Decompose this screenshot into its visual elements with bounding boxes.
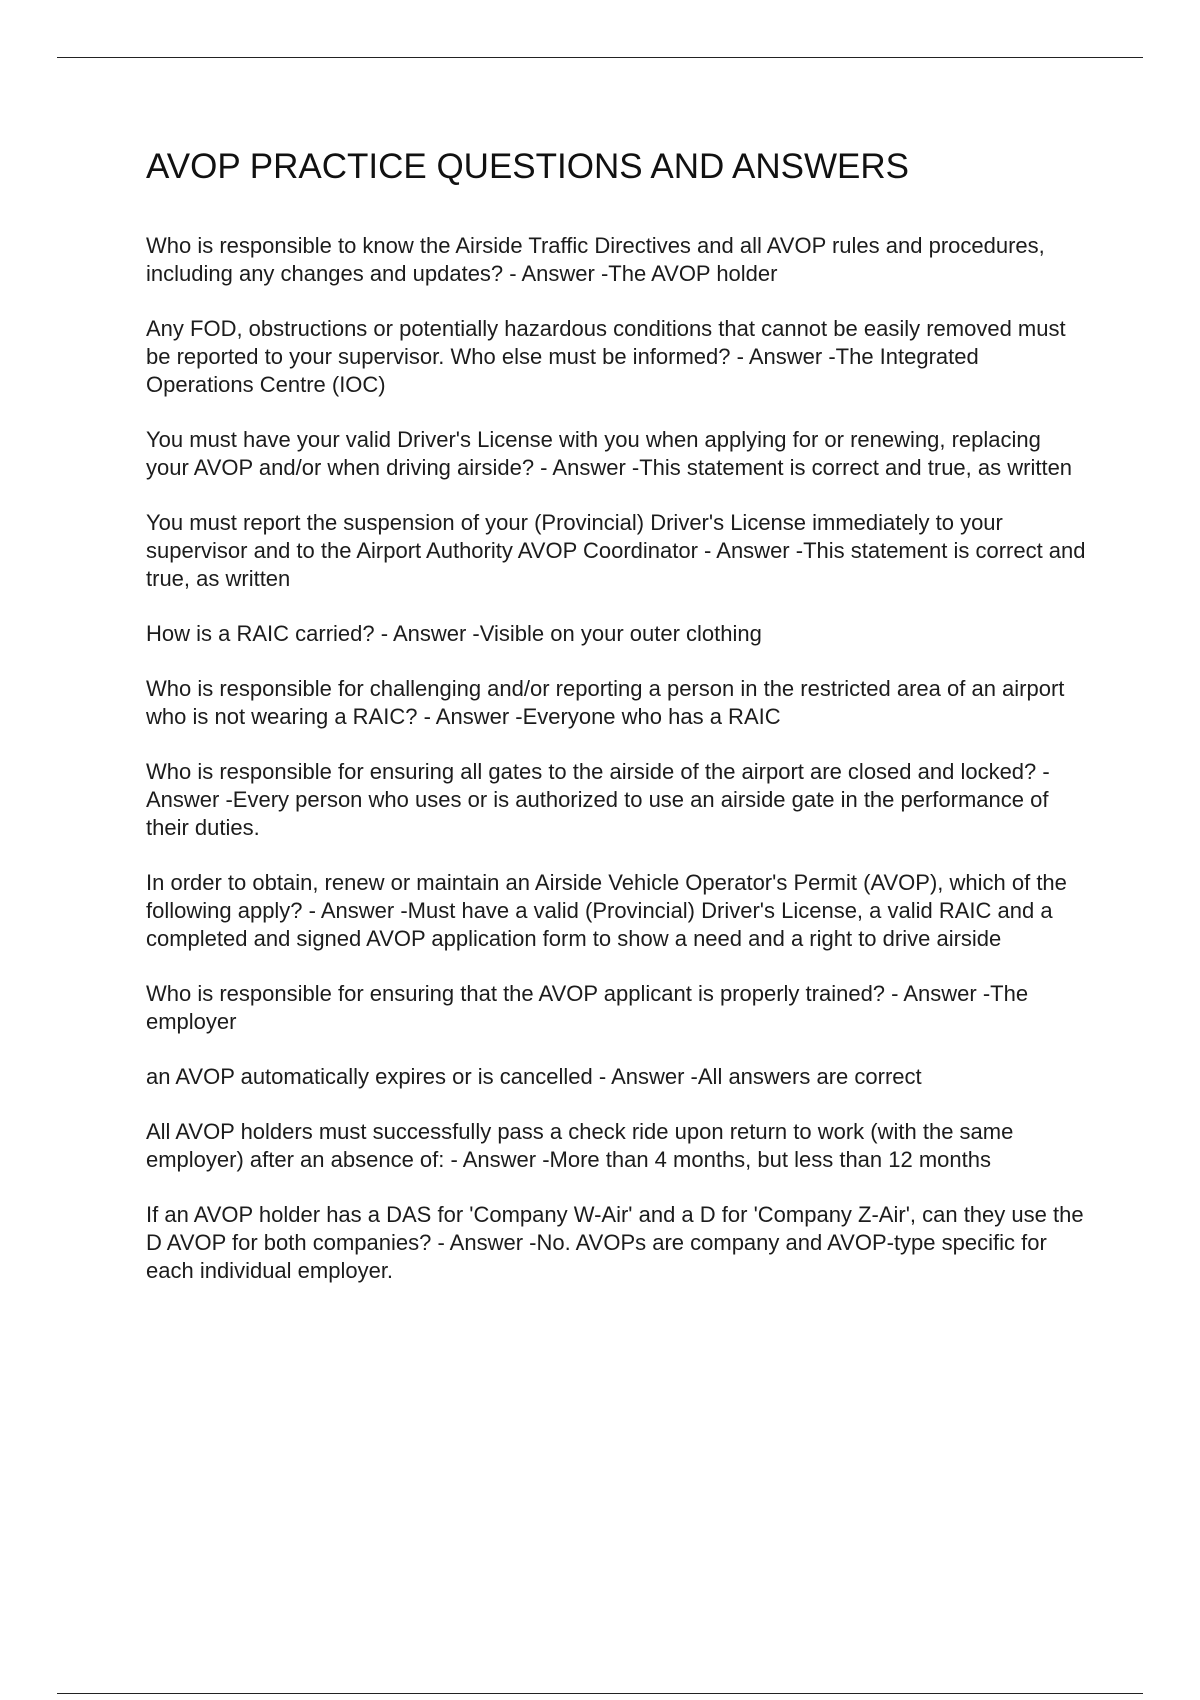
qa-item: Who is responsible for ensuring that the AVOP applicant is properly trained? - Answer -The employer bbox=[146, 981, 1029, 1034]
qa-item: Who is responsible for ensuring all gates to the airside of the airport are closed and locked? - Answer -Every person who uses or is authorized to use an airside gate in the performance of their duties. bbox=[146, 759, 1050, 840]
qa-item: You must report the suspension of your (Provincial) Driver's License immediately to your supervisor and to the Airport Authority AVOP Coordinator - Answer -This statement is correct and true, as written bbox=[146, 510, 1086, 591]
bottom-rule bbox=[57, 1693, 1143, 1694]
qa-item: All AVOP holders must successfully pass a check ride upon return to work (with the same employer) after an absence of: - Answer -More than 4 months, but less than 12 months bbox=[146, 1119, 1014, 1172]
top-rule bbox=[57, 57, 1143, 58]
qa-item: Any FOD, obstructions or potentially hazardous conditions that cannot be easily removed must be reported to your supervisor. Who else must be informed? - Answer -The Integrated Operations Centre (IOC) bbox=[146, 316, 1066, 397]
qa-item: If an AVOP holder has a DAS for 'Company W-Air' and a D for 'Company Z-Air', can they use the D AVOP for both companies? - Answer -No. AVOPs are company and AVOP-type specific for each individual employer. bbox=[146, 1202, 1084, 1283]
qa-item: How is a RAIC carried? - Answer -Visible on your outer clothing bbox=[146, 621, 762, 646]
qa-item: You must have your valid Driver's License with you when applying for or renewing, replacing your AVOP and/or when driving airside? - Answer -This statement is correct and true, as written bbox=[146, 427, 1073, 480]
qa-item: an AVOP automatically expires or is cancelled - Answer -All answers are correct bbox=[146, 1064, 922, 1089]
document-title: AVOP PRACTICE QUESTIONS AND ANSWERS bbox=[146, 147, 910, 186]
qa-item: In order to obtain, renew or maintain an Airside Vehicle Operator's Permit (AVOP), which of the following apply? - Answer -Must have a valid (Provincial) Driver's License, a valid RAIC and a completed and signed AVOP application form to show a need and a right to drive airside bbox=[146, 870, 1067, 951]
qa-item: Who is responsible for challenging and/or reporting a person in the restricted area of an airport who is not wearing a RAIC? - Answer -Everyone who has a RAIC bbox=[146, 676, 1065, 729]
document-body bbox=[146, 144, 1086, 1312]
qa-item: Who is responsible to know the Airside Traffic Directives and all AVOP rules and procedures, including any changes and updates? - Answer -The AVOP holder bbox=[146, 233, 1045, 286]
